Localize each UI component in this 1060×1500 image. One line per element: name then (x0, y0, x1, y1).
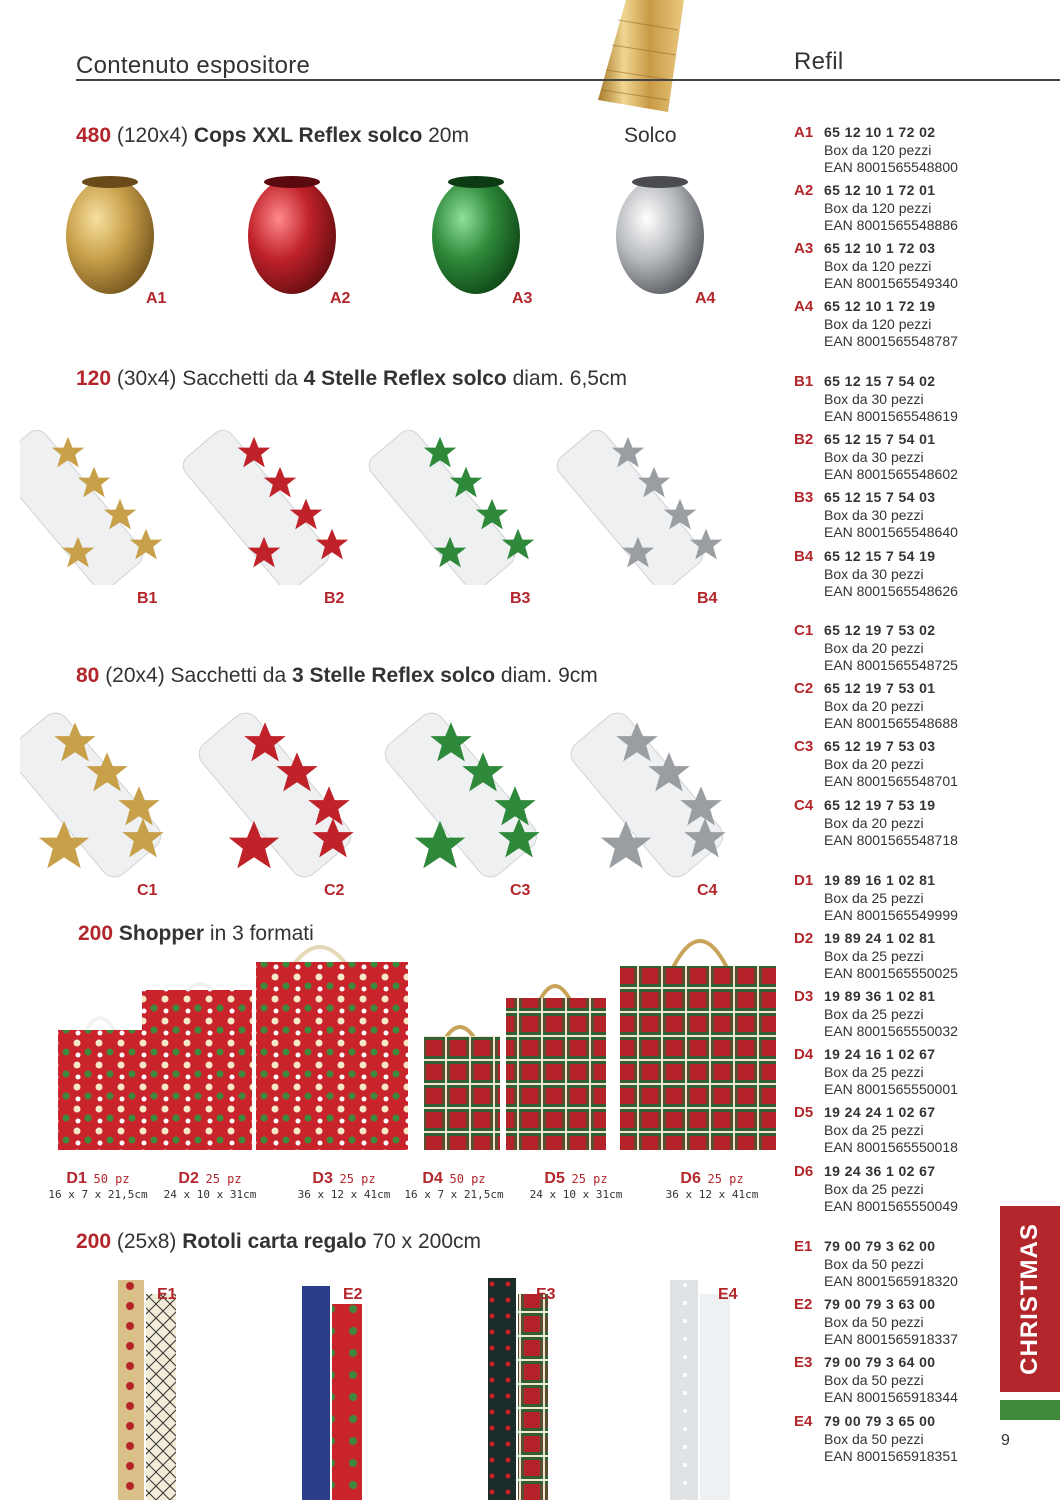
bag-d6 (620, 941, 776, 1150)
page-number: 9 (1001, 1432, 1010, 1449)
refill-article: 19 24 16 1 02 67 (824, 1046, 936, 1062)
roll-e2 (302, 1286, 362, 1500)
refill-article: 19 89 36 1 02 81 (824, 988, 936, 1004)
bag-caption-d1: D1 50 pz 16 x 7 x 21,5cm (48, 1170, 148, 1201)
refill-box: Box da 30 pezzi (824, 448, 924, 465)
ribbon-ball-silver (616, 176, 704, 294)
refill-box: Box da 30 pezzi (824, 565, 924, 582)
code-e4: E4 (718, 1286, 738, 1303)
roll-e4 (670, 1280, 730, 1500)
gift-rolls-row (100, 1276, 760, 1500)
code-a3: A3 (512, 290, 533, 307)
refill-box: Box da 120 pezzi (824, 199, 932, 216)
refill-ean: EAN 8001565549999 (824, 907, 958, 923)
refill-box: Box da 25 pezzi (824, 947, 924, 964)
refill-article: 65 12 19 7 53 01 (824, 680, 936, 696)
refill-box: Box da 50 pezzi (824, 1430, 924, 1447)
refill-box: Box da 25 pezzi (824, 1121, 924, 1138)
refill-article: 65 12 10 1 72 02 (824, 124, 936, 140)
refill-item (794, 797, 994, 850)
refill-ean: EAN 8001565550018 (824, 1139, 958, 1155)
refill-code: D4 (794, 1046, 814, 1063)
bow-bag-large-green (380, 707, 543, 880)
refill-item (794, 1296, 994, 1349)
refill-article: 79 00 79 3 64 00 (824, 1354, 936, 1370)
code-a2: A2 (330, 290, 351, 307)
small-bows-row (20, 405, 760, 585)
refill-code: B3 (794, 489, 814, 506)
bag-d3 (256, 947, 408, 1150)
refill-item (794, 1104, 994, 1157)
refill-code: E3 (794, 1354, 813, 1371)
bow-bag-silver (552, 426, 722, 585)
refill-code: C4 (794, 797, 814, 814)
refill-ean: EAN 8001565550032 (824, 1023, 958, 1039)
refill-ean: EAN 8001565548626 (824, 583, 958, 599)
section-e-title: 200 (25x8) Rotoli carta regalo 70 x 200cm (76, 1230, 482, 1253)
code-e1: E1 (157, 1286, 177, 1303)
refill-ean: EAN 8001565548688 (824, 715, 958, 731)
refill-ean: EAN 8001565548701 (824, 773, 958, 789)
refill-item (794, 738, 994, 791)
code-e2: E2 (343, 1286, 363, 1303)
refill-article: 65 12 15 7 54 03 (824, 489, 936, 505)
bag-caption-d2: D2 25 pz 24 x 10 x 31cm (163, 1170, 257, 1201)
refill-item (794, 1354, 994, 1407)
refill-box: Box da 25 pezzi (824, 1063, 924, 1080)
code-e3: E3 (536, 1286, 556, 1303)
refill-article: 19 89 16 1 02 81 (824, 872, 936, 888)
refill-code: E1 (794, 1238, 813, 1255)
roll-e3 (488, 1278, 548, 1500)
refill-article: 65 12 19 7 53 03 (824, 738, 936, 754)
refill-code: A2 (794, 182, 814, 199)
refill-item (794, 680, 994, 733)
refill-item (794, 930, 994, 983)
refill-box: Box da 50 pezzi (824, 1255, 924, 1272)
code-b3: B3 (510, 590, 531, 607)
refill-box: Box da 25 pezzi (824, 1005, 924, 1022)
refill-article: 65 12 15 7 54 01 (824, 431, 936, 447)
code-c3: C3 (510, 882, 531, 899)
ribbon-balls-row (60, 168, 760, 308)
refill-code: E4 (794, 1413, 813, 1430)
refill-ean: EAN 8001565550001 (824, 1081, 958, 1097)
refill-item (794, 548, 994, 601)
bag-caption-d5: D5 25 pz 24 x 10 x 31cm (529, 1170, 623, 1201)
refill-article: 65 12 10 1 72 01 (824, 182, 936, 198)
header-rule (76, 79, 1060, 81)
refill-item (794, 1046, 994, 1099)
refill-box: Box da 120 pezzi (824, 257, 932, 274)
gold-ribbon-image (598, 0, 684, 112)
code-b4: B4 (697, 590, 718, 607)
refill-article: 65 12 19 7 53 19 (824, 797, 936, 813)
refill-ean: EAN 8001565550025 (824, 965, 958, 981)
refill-item (794, 489, 994, 542)
refill-code: D1 (794, 872, 814, 889)
shopper-bags-row (50, 928, 780, 1168)
bag-d1 (58, 1018, 150, 1150)
section-c-title: 80 (20x4) Sacchetti da 3 Stelle Reflex solco diam. 9cm (76, 664, 598, 687)
refill-box: Box da 25 pezzi (824, 889, 924, 906)
ribbon-ball-green (432, 176, 520, 294)
refill-code: E2 (794, 1296, 813, 1313)
bag-d2 (142, 984, 252, 1150)
refill-ean: EAN 8001565548619 (824, 408, 958, 424)
bag-caption-d4: D4 50 pz 16 x 7 x 21,5cm (404, 1170, 504, 1201)
refill-article: 79 00 79 3 63 00 (824, 1296, 936, 1312)
section-a-title: 480 (120x4) Cops XXL Reflex solco 20m (76, 124, 469, 147)
refill-article: 79 00 79 3 62 00 (824, 1238, 936, 1254)
bow-bag-green (364, 426, 534, 585)
refill-ean: EAN 8001565548800 (824, 159, 958, 175)
refill-code: B1 (794, 373, 814, 390)
refill-item (794, 182, 994, 235)
section-d-title: 200 Shopper in 3 formati (78, 922, 314, 945)
refill-article: 65 12 15 7 54 19 (824, 548, 936, 564)
roll-e1 (118, 1280, 176, 1500)
refill-code: A1 (794, 124, 814, 141)
bag-caption-d6: D6 25 pz 36 x 12 x 41cm (665, 1170, 759, 1201)
refill-ean: EAN 8001565918337 (824, 1331, 958, 1347)
code-b2: B2 (324, 590, 345, 607)
solco-label: Solco (624, 124, 677, 147)
refill-ean: EAN 8001565549340 (824, 275, 958, 291)
refill-item (794, 431, 994, 484)
bag-d5 (506, 986, 606, 1150)
refill-article: 65 12 10 1 72 03 (824, 240, 936, 256)
code-c2: C2 (324, 882, 345, 899)
refill-ean: EAN 8001565550049 (824, 1198, 958, 1214)
refill-ean: EAN 8001565548787 (824, 333, 958, 349)
refill-ean: EAN 8001565548725 (824, 657, 958, 673)
bow-bag-red (178, 426, 348, 585)
refill-ean: EAN 8001565548640 (824, 524, 958, 540)
refill-ean: EAN 8001565548602 (824, 466, 958, 482)
code-b1: B1 (137, 590, 158, 607)
refill-box: Box da 20 pezzi (824, 755, 924, 772)
refill-item (794, 298, 994, 351)
refill-code: C3 (794, 738, 814, 755)
refill-code: D2 (794, 930, 814, 947)
refill-item (794, 988, 994, 1041)
refill-ean: EAN 8001565918351 (824, 1448, 958, 1464)
code-c1: C1 (137, 882, 158, 899)
refill-box: Box da 20 pezzi (824, 814, 924, 831)
refill-title: Refil (794, 48, 844, 75)
code-a4: A4 (695, 290, 716, 307)
refill-item (794, 1413, 994, 1466)
ribbon-ball-gold (66, 176, 154, 294)
bow-bag-gold (20, 426, 162, 585)
refill-code: A3 (794, 240, 814, 257)
code-a1: A1 (146, 290, 167, 307)
refill-code: C1 (794, 622, 814, 639)
refill-code: A4 (794, 298, 814, 315)
refill-article: 19 24 36 1 02 67 (824, 1163, 936, 1179)
refill-ean: EAN 8001565548886 (824, 217, 958, 233)
refill-box: Box da 25 pezzi (824, 1180, 924, 1197)
refill-code: D3 (794, 988, 814, 1005)
refill-code: D5 (794, 1104, 814, 1121)
refill-item (794, 373, 994, 426)
refill-box: Box da 30 pezzi (824, 506, 924, 523)
page-title: Contenuto espositore (76, 52, 311, 79)
refill-ean: EAN 8001565918344 (824, 1389, 958, 1405)
christmas-tab: CHRISTMAS (1000, 1206, 1060, 1392)
refill-article: 65 12 10 1 72 19 (824, 298, 936, 314)
refill-article: 65 12 19 7 53 02 (824, 622, 936, 638)
refill-box: Box da 50 pezzi (824, 1371, 924, 1388)
refill-item (794, 124, 994, 177)
ribbon-ball-red (248, 176, 336, 294)
refill-code: B4 (794, 548, 814, 565)
refill-code: B2 (794, 431, 814, 448)
refill-article: 19 24 24 1 02 67 (824, 1104, 936, 1120)
refill-box: Box da 120 pezzi (824, 315, 932, 332)
refill-article: 79 00 79 3 65 00 (824, 1413, 936, 1429)
refill-item (794, 1238, 994, 1291)
refill-box: Box da 30 pezzi (824, 390, 924, 407)
refill-box: Box da 20 pezzi (824, 639, 924, 656)
refill-article: 65 12 15 7 54 02 (824, 373, 936, 389)
green-band (1000, 1400, 1060, 1420)
refill-ean: EAN 8001565918320 (824, 1273, 958, 1289)
section-b-title: 120 (30x4) Sacchetti da 4 Stelle Reflex solco diam. 6,5cm (76, 367, 627, 390)
large-bows-row (20, 700, 760, 880)
refill-item (794, 872, 994, 925)
bow-bag-large-silver (566, 707, 729, 880)
refill-item (794, 1163, 994, 1216)
refill-box: Box da 50 pezzi (824, 1313, 924, 1330)
refill-item (794, 622, 994, 675)
refill-ean: EAN 8001565548718 (824, 832, 958, 848)
bag-caption-d3: D3 25 pz 36 x 12 x 41cm (297, 1170, 391, 1201)
refill-code: D6 (794, 1163, 814, 1180)
refill-article: 19 89 24 1 02 81 (824, 930, 936, 946)
bow-bag-large-red (194, 707, 357, 880)
refill-box: Box da 120 pezzi (824, 141, 932, 158)
refill-box: Box da 20 pezzi (824, 697, 924, 714)
refill-code: C2 (794, 680, 814, 697)
code-c4: C4 (697, 882, 718, 899)
bag-d4 (424, 1027, 500, 1150)
bow-bag-large-gold (20, 707, 166, 880)
refill-item (794, 240, 994, 293)
